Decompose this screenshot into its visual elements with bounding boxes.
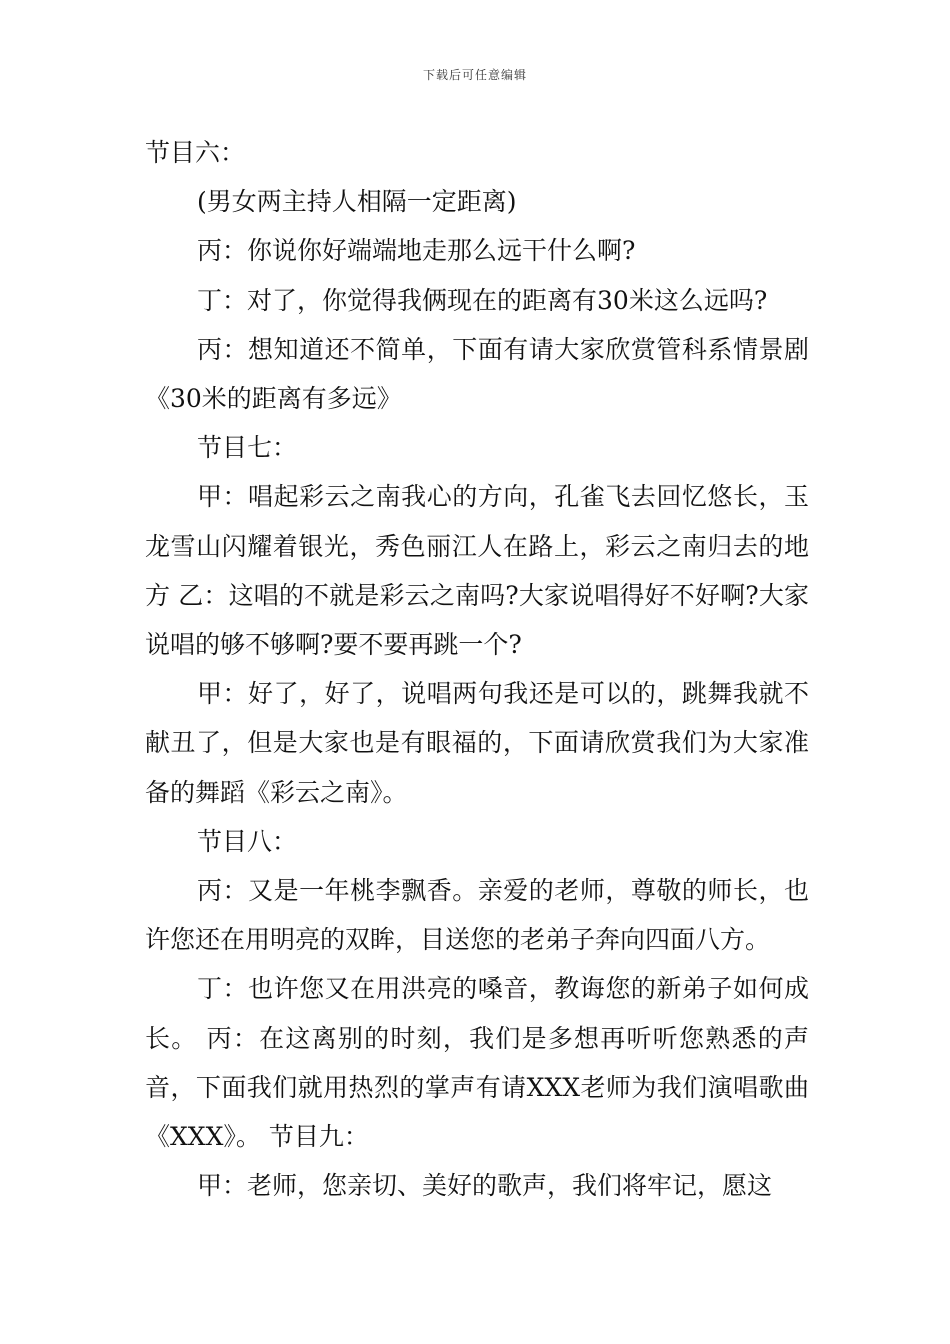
document-body [145,128,809,1210]
section-title-seven: 节目七： [197,433,298,463]
dialogue-line: 丙：又是一年桃李飘香。亲爱的老师，尊敬的师长，也许您还在用明亮的双眸，目送您的老弟子奔向四面八方。 [145,876,809,955]
dialogue-line: 甲：老师，您亲切、美好的歌声，我们将牢记，愿这 [197,1171,773,1201]
dialogue-line: 丙：想知道还不简单，下面有请大家欣赏管科系情景剧《30米的距离有多远》 [145,334,809,414]
stage-direction: (男女两主持人相隔一定距离) [197,187,517,217]
dialogue-line: 丁：也许您又在用洪亮的嗓音，教诲您的新弟子如何成长。 丙：在这离别的时刻，我们是多想再听听您熟悉的声音，下面我们就用热烈的掌声有请XXX老师为我们演唱歌曲《XXX》。 节目九： [145,974,809,1152]
dialogue-line: 丙：你说你好端端地走那么远干什么啊? [197,236,636,266]
dialogue-line: 甲：好了，好了，说唱两句我还是可以的，跳舞我就不献丑了，但是大家也是有眼福的，下面请欣赏我们为大家准备的舞蹈《彩云之南》。 [145,679,809,807]
dialogue-line: 丁：对了，你觉得我俩现在的距离有30米这么远吗? [197,285,768,315]
page-header: 下载后可任意编辑 [422,68,527,82]
dialogue-line: 甲：唱起彩云之南我心的方向，孔雀飞去回忆悠长，玉龙雪山闪耀着银光，秀色丽江人在路上，彩云之南归去的地方 乙：这唱的不就是彩云之南吗?大家说唱得好不好啊?大家说唱的够不够啊?要不要再跳一个? [145,482,809,660]
section-title-eight: 节目八： [197,826,298,856]
section-title-six: 节目六： [145,138,246,167]
